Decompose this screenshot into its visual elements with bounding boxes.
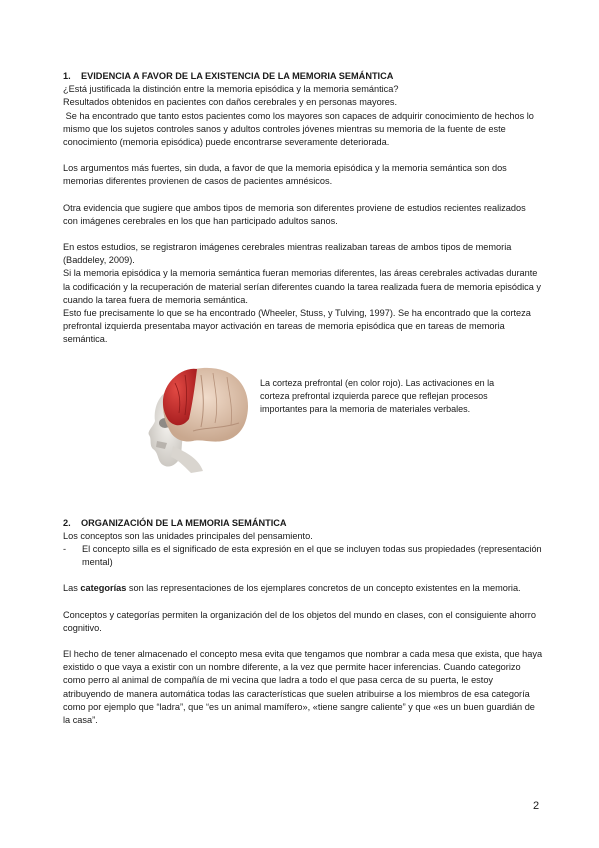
bullet-dash: - [63, 544, 67, 555]
section-1-number: 1. [63, 71, 71, 81]
page-content [63, 70, 543, 727]
question-2: Resultados obtenidos en pacientes con daños cerebrales y en personas mayores. [63, 97, 398, 108]
section-2-paragraph-3: Conceptos y categorías permiten la organización del de los objetos del mundo en clases, con el consiguiente ahorro cognitivo. [63, 609, 536, 633]
figure [63, 353, 543, 503]
paragraph-4b: Si la memoria episódica y la memoria semántica fueran memorias diferentes, las áreas cerebrales activadas durante la codificación y la recuperación de material serían diferentes cuando la tarea realizada fuera de memoria episódica y cuando la tarea fuera de memoria semántica. [63, 268, 542, 305]
brain-skull-illustration [143, 361, 253, 476]
bullet-text: El concepto silla es el significado de esta expresión en el que se incluyen todas sus propiedades (representación mental) [82, 544, 542, 568]
paragraph-4c: Esto fue precisamente lo que se ha encontrado (Wheeler, Stuss, y Tulving, 1997). Se ha encontrado que la corteza prefrontal izquierda presentaba mayor activación en tareas de memoria episódica que en tareas de memoria semántica. [63, 308, 531, 345]
paragraph-2: Los argumentos más fuertes, sin duda, a favor de que la memoria episódica y la memoria semántica son dos memorias diferentes provienen de casos de pacientes amnésicos. [63, 163, 507, 187]
section-2-heading [63, 517, 543, 530]
paragraph-3: Otra evidencia que sugiere que ambos tipos de memoria son diferentes proviene de estudios recientes realizados con imágenes cerebrales en los que han participado adultos sanos. [63, 202, 526, 226]
section-2-paragraph-2 [63, 582, 543, 595]
categorias-suffix: son las representaciones de los ejemplares concretos de un concepto existentes en la memoria. [126, 583, 521, 594]
paragraph-4a: En estos estudios, se registraron imágenes cerebrales mientras realizaban tareas de ambos tipos de memoria (Baddeley, 2009). [63, 242, 512, 266]
categorias-term: categorías [80, 583, 127, 594]
section-1-heading [63, 70, 543, 83]
figure-caption: La corteza prefrontal (en color rojo). Las activaciones en la corteza prefrontal izquierda parece que reflejan procesos importantes para la memoria de materiales verbales. [260, 377, 495, 415]
paragraph-1: Se ha encontrado que tanto estos pacientes como los mayores son capaces de adquirir conocimiento de hechos lo mismo que los sujetos controles sanos y adultos controles jóvenes mientras su memoria de la fuente de este conocimiento (memoria episódica) puede encontrarse severamente deteriorada. [63, 110, 537, 148]
bullet-item [63, 543, 543, 569]
section-2-number: 2. [63, 517, 71, 528]
section-2-paragraph-1: Los conceptos son las unidades principales del pensamiento. [63, 530, 313, 541]
categorias-prefix: Las [63, 583, 81, 594]
page-number: 2 [533, 800, 540, 812]
question-1: ¿Está justificada la distinción entre la memoria episódica y la memoria semántica? [63, 84, 399, 95]
section-2-title: ORGANIZACIÓN DE LA MEMORIA SEMÁNTICA [81, 517, 287, 528]
section-1-title: EVIDENCIA A FAVOR DE LA EXISTENCIA DE LA MEMORIA SEMÁNTICA [81, 71, 394, 81]
section-2-paragraph-4: El hecho de tener almacenado el concepto mesa evita que tengamos que nombrar a cada mesa que exista, que haya existido o que vaya a existir con un nombre diferente, a la vez que permite hacer inferencias. Cuando categorizo como perro al animal de compañía de mi vecina que ladra a todo el que pasa cerca de su puerta, le estoy atribuyendo de manera automática todas las características que suelen atribuirse a los miembros de esa categoría como por ejemplo que “ladra”, que “es un animal mamífero», «tiene sangre caliente” y que «es un buen guardián de la casa”. [63, 649, 543, 726]
